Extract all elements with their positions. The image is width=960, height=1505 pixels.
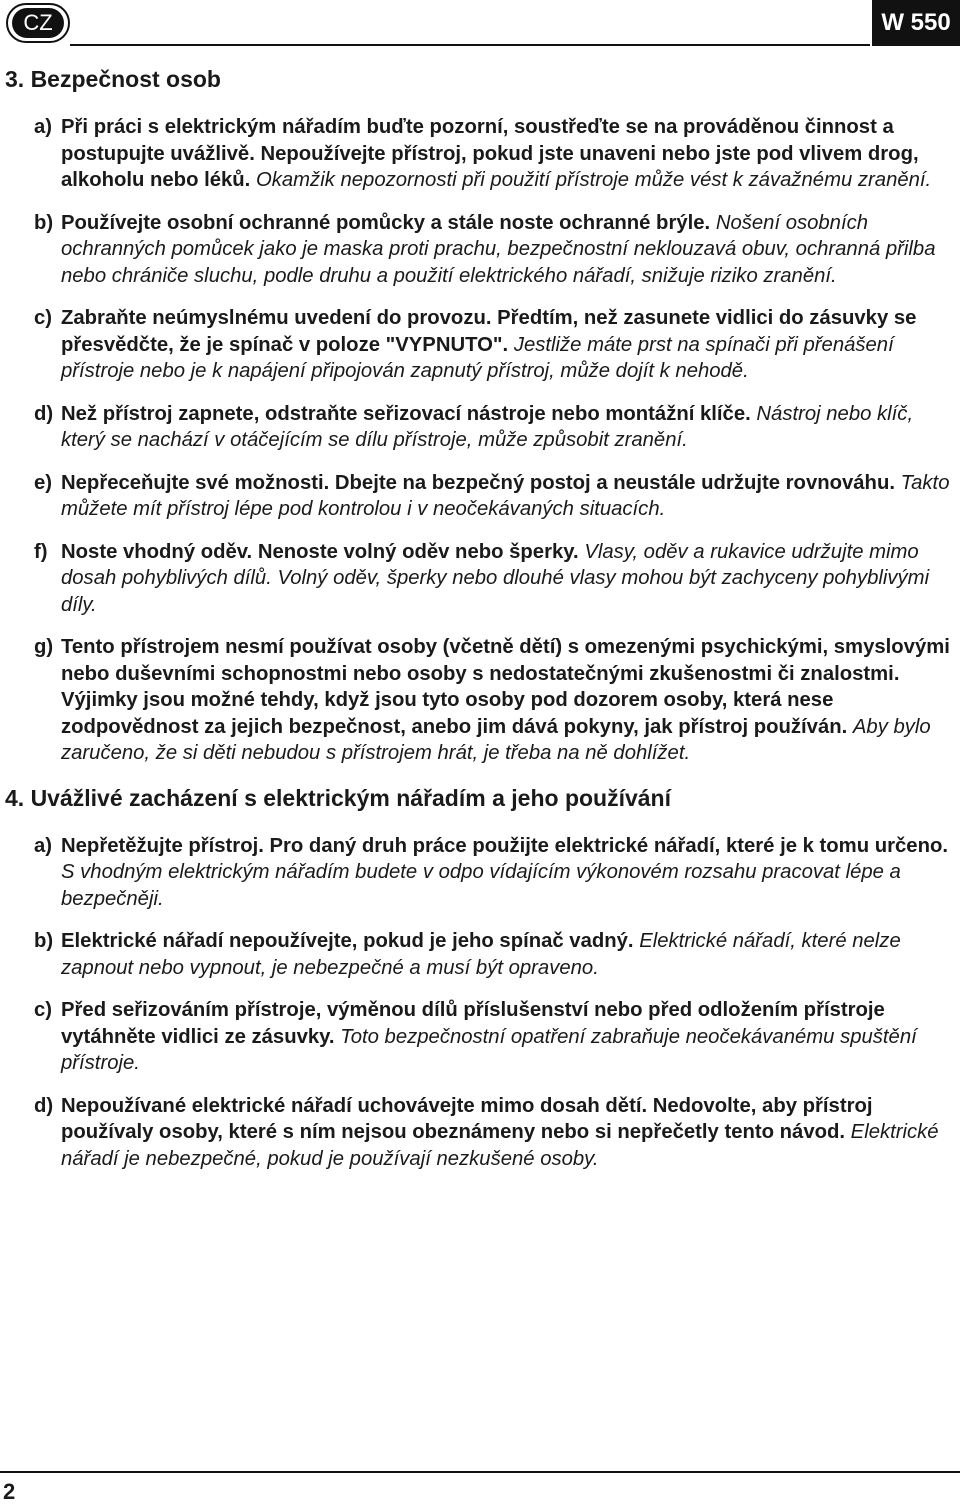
item-explanation: Okamžik nepozornosti při použití přístroje může vést k závažnému zranění. (255, 169, 932, 191)
item-label: d) (34, 402, 54, 425)
section-3-item (5, 114, 960, 194)
section-4-item (5, 928, 960, 981)
item-instruction: Nepřetěžujte přístroj. Pro daný druh práce použijte elektrické nářadí, které je k tomu určeno. (61, 834, 948, 857)
item-text (61, 1093, 960, 1173)
item-text (61, 539, 960, 619)
item-instruction: Při práci s elektrickým nářadím buďte pozorní, soustřeďte se na prováděnou činnost a postupujte uvážlivě. Nepoužívejte přístroj, pokud jste unaveni nebo jste pod vlivem drog, alkoholu nebo léků. (61, 116, 919, 191)
section-3-item (5, 401, 960, 454)
section-3-item (5, 470, 960, 523)
item-text (61, 210, 960, 290)
language-badge (6, 3, 70, 43)
section-4-item (5, 833, 960, 913)
item-explanation: S vhodným elektrickým nářadím budete v odpo vídajícím výkonovém rozsahu pracovat lépe a bezpečněji. (61, 861, 901, 910)
item-instruction: Nepoužívané elektrické nářadí uchovávejte mimo dosah dětí. Nedovolte, aby přístroj používaly osoby, které s ním nejsou obeznámeny nebo si nepřečetly tento návod. (61, 1094, 873, 1143)
header-rule (70, 44, 870, 46)
item-instruction: Před seřizováním přístroje, výměnou dílů příslušenství nebo před odložením přístroje vytáhněte vidlici ze zásuvky. (61, 999, 885, 1048)
item-instruction: Elektrické nářadí nepoužívejte, pokud je jeho spínač vadný. (61, 930, 634, 952)
item-text (61, 928, 960, 981)
item-label: a) (34, 116, 53, 138)
section-3-item (5, 539, 960, 619)
item-text (61, 997, 960, 1077)
item-label: e) (34, 471, 53, 494)
item-instruction: Tento přístrojem nesmí používat osoby (včetně dětí) s omezenými psychickými, smyslovými nebo duševními schopnostmi nebo osoby s nedostatečnými zkušenostmi či znalostmi. Výjimky jsou možné tehdy, když jsou tyto osoby pod dozorem osoby, která nese zodpovědnost za jejich bezpečnost, anebo jim dává pokyny, jak přístroj používán. (61, 636, 950, 738)
item-text (61, 401, 960, 454)
section-3-item (5, 634, 960, 767)
section-3-item (5, 210, 960, 290)
page-number: 2 (3, 1479, 16, 1504)
item-text (61, 634, 960, 767)
section-3-items (5, 114, 960, 767)
section-4-item (5, 997, 960, 1077)
item-explanation: Toto bezpečnostní opatření zabraňuje neočekávanému spuštění přístroje. (61, 1025, 917, 1074)
item-text (61, 305, 960, 385)
item-explanation: Vlasy, oděv a rukavice udržujte mimo dosah pohyblivých dílů. Volný oděv, šperky nebo dlouhé vlasy mohou být zachyceny pohyblivými díly. (61, 540, 930, 616)
section-3-title: 3. Bezpečnost osob (5, 66, 221, 92)
footer-rule (0, 1471, 960, 1473)
section-4-items (5, 833, 960, 1173)
item-instruction: Zabraňte neúmyslnému uvedení do provozu. Předtím, než zasunete vidlici do zásuvky se přesvědčte, že je spínač v poloze "VYPNUTO". (61, 307, 917, 356)
content (5, 64, 960, 1188)
model-badge: W 550 (872, 0, 960, 46)
item-explanation: Nošení osobních ochranných pomůcek jako je maska proti prachu, bezpečnostní neklouzavá obuv, ochranná přilba nebo chrániče sluchu, podle druhu a použití elektrického nářadí, snižuje riziko zranění. (61, 211, 936, 287)
item-label: f) (34, 540, 48, 563)
section-4-item (5, 1093, 960, 1173)
item-text (61, 470, 960, 523)
item-explanation: Elektrické nářadí je nebezpečné, pokud je používají nezkušené osoby. (61, 1121, 939, 1170)
item-label: c) (34, 999, 53, 1021)
item-instruction: Používejte osobní ochranné pomůcky a stále noste ochranné brýle. (61, 211, 711, 234)
item-explanation: Elektrické nářadí, které nelze zapnout nebo vypnout, je nebezpečné a musí být opraveno. (61, 930, 901, 979)
item-label: a) (34, 834, 53, 857)
item-instruction: Noste vhodný oděv. Nenoste volný oděv nebo šperky. (61, 540, 579, 563)
item-text (61, 833, 960, 913)
section-4-title: 4. Uvážlivé zacházení s elektrickým nářadím a jeho používání (5, 784, 672, 811)
item-label: g) (34, 636, 54, 658)
item-explanation: Nástroj nebo klíč, který se nachází v otáčejícím se dílu přístroje, může způsobit zranění. (61, 402, 914, 451)
item-explanation: Jestliže máte prst na spínači při přenášení přístroje nebo je k napájení připojován zapnutý přístroj, může dojít k nehodě. (61, 333, 894, 382)
item-text (61, 114, 960, 194)
item-label: b) (34, 930, 54, 952)
item-label: c) (34, 307, 53, 329)
item-label: b) (34, 211, 54, 234)
item-instruction: Nepřeceňujte své možnosti. Dbejte na bezpečný postoj a neustále udržujte rovnováhu. (61, 471, 895, 494)
item-explanation: Aby bylo zaručeno, že si děti nebudou s přístrojem hrát, je třeba na ně dohlížet. (61, 715, 931, 764)
section-3-item (5, 305, 960, 385)
item-instruction: Než přístroj zapnete, odstraňte seřizovací nástroje nebo montážní klíče. (61, 402, 751, 425)
item-label: d) (34, 1094, 54, 1117)
item-explanation: Takto můžete mít přístroj lépe pod kontrolou i v neočekávaných situacích. (61, 471, 950, 520)
language-badge-label: CZ (12, 8, 64, 38)
